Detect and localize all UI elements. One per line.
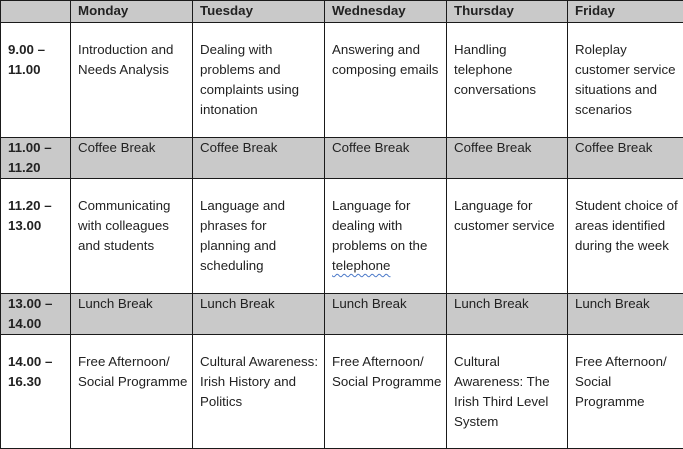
session-cell: Student choice of areas identified during the week	[568, 179, 683, 294]
break-cell: Coffee Break	[447, 138, 568, 179]
day-header-friday: Friday	[568, 1, 683, 23]
session-cell: Cultural Awareness: The Irish Third Level System	[447, 335, 568, 449]
session-cell: Answering and composing emails	[325, 23, 447, 138]
break-cell: Coffee Break	[568, 138, 683, 179]
session-cell: Language for customer service	[447, 179, 568, 294]
break-cell: Coffee Break	[193, 138, 325, 179]
break-cell: Lunch Break	[568, 294, 683, 335]
day-header-wednesday: Wednesday	[325, 1, 447, 23]
session-cell: Introduction and Needs Analysis	[71, 23, 193, 138]
day-header-monday: Monday	[71, 1, 193, 23]
session-cell: Free Afternoon/ Social Programme	[325, 335, 447, 449]
session-cell: Dealing with problems and complaints using intonation	[193, 23, 325, 138]
day-header-tuesday: Tuesday	[193, 1, 325, 23]
table-row	[1, 179, 683, 294]
time-cell: 13.00 – 14.00	[1, 294, 71, 335]
session-cell: Language and phrases for planning and scheduling	[193, 179, 325, 294]
break-cell: Lunch Break	[193, 294, 325, 335]
time-cell: 11.00 – 11.20	[1, 138, 71, 179]
break-cell: Lunch Break	[447, 294, 568, 335]
break-cell: Lunch Break	[325, 294, 447, 335]
session-cell: Roleplay customer service situations and scenarios	[568, 23, 683, 138]
session-cell: Handling telephone conversations	[447, 23, 568, 138]
time-cell: 11.20 – 13.00	[1, 179, 71, 294]
session-cell: Communicating with colleagues and students	[71, 179, 193, 294]
header-row	[1, 1, 683, 23]
table-row	[1, 23, 683, 138]
lunch-break-row	[1, 294, 683, 335]
coffee-break-row	[1, 138, 683, 179]
session-cell: Free Afternoon/ Social Programme	[568, 335, 683, 449]
session-cell: Language for dealing with problems on the telephone	[325, 179, 447, 294]
session-cell: Free Afternoon/ Social Programme	[71, 335, 193, 449]
break-cell: Lunch Break	[71, 294, 193, 335]
table-row	[1, 335, 683, 449]
day-header-thursday: Thursday	[447, 1, 568, 23]
corner-cell	[1, 1, 71, 23]
break-cell: Coffee Break	[71, 138, 193, 179]
time-cell: 14.00 – 16.30	[1, 335, 71, 449]
break-cell: Coffee Break	[325, 138, 447, 179]
session-cell: Cultural Awareness: Irish History and Politics	[193, 335, 325, 449]
time-cell: 9.00 – 11.00	[1, 23, 71, 138]
